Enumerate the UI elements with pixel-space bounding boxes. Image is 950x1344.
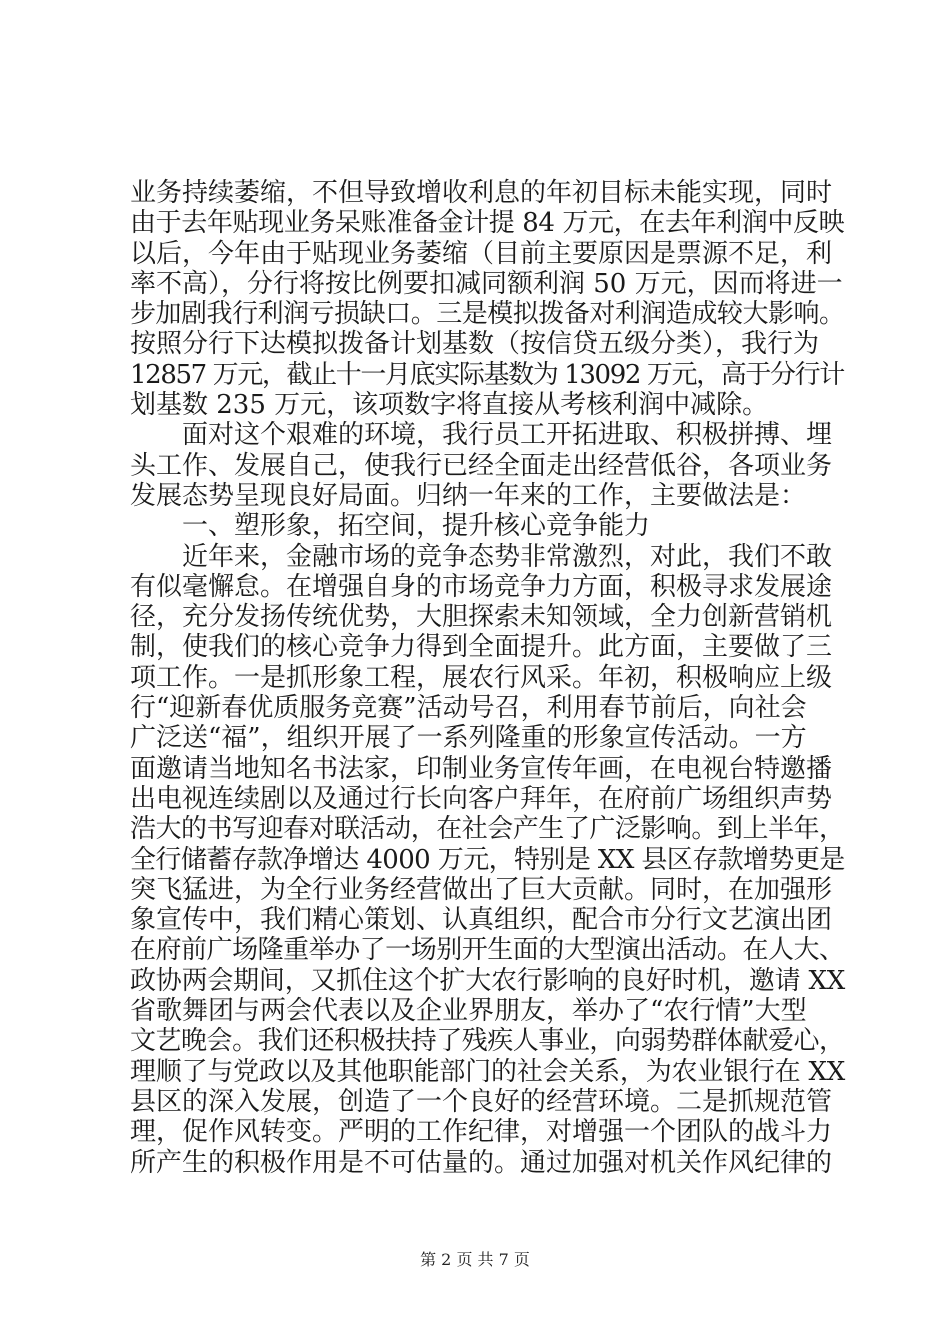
text-line: 省歌舞团与两会代表以及企业界朋友，举办了“农行情”大型	[130, 996, 807, 1027]
text-line: 有似毫懈怠。在增强自身的市场竞争力方面，积极寻求发展途	[130, 571, 833, 602]
text-line: 近年来，金融市场的竞争态势非常激烈，对此，我们不敢	[130, 541, 833, 572]
text-line: 头工作、发展自己，使我行已经全面走出经营低谷，各项业务	[130, 450, 833, 481]
text-line: 浩大的书写迎春对联活动，在社会产生了广泛影响。到上半年，	[130, 814, 845, 845]
text-line: 按照分行下达模拟拨备计划基数（按信贷五级分类），我行为	[130, 329, 820, 360]
text-line: 一、塑形象，拓空间，提升核心竞争能力	[130, 511, 651, 542]
text-line: 项工作。一是抓形象工程，展农行风采。年初，积极响应上级	[130, 662, 833, 693]
text-line: 行“迎新春优质服务竞赛”活动号召，利用春节前后，向社会	[130, 693, 807, 724]
text-line: 理顺了与党政以及其他职能部门的社会关系，为农业银行在 XX	[130, 1056, 846, 1087]
text-line: 12857 万元，截止十一月底实际基数为 13092 万元，高于分行计	[130, 359, 844, 390]
text-line: 率不高），分行将按比例要扣减同额利润 50 万元，因而将进一	[130, 268, 843, 299]
text-line: 所产生的积极作用是不可估量的。通过加强对机关作风纪律的	[130, 1147, 833, 1178]
text-line: 象宣传中，我们精心策划、认真组织，配合市分行文艺演出团	[130, 905, 833, 936]
text-line: 文艺晚会。我们还积极扶持了残疾人事业，向弱势群体献爱心，	[130, 1026, 845, 1057]
text-line: 业务持续萎缩，不但导致增收利息的年初目标未能实现，同时	[130, 178, 833, 208]
text-line: 以后，今年由于贴现业务萎缩（目前主要原因是票源不足，利	[130, 238, 833, 269]
text-line: 制，使我们的核心竞争力得到全面提升。此方面，主要做了三	[130, 632, 833, 663]
text-line: 面邀请当地知名书法家，印制业务宣传年画，在电视台特邀播	[130, 753, 833, 784]
text-line: 县区的深入发展，创造了一个良好的经营环境。二是抓规范管	[130, 1086, 833, 1117]
text-line: 发展态势呈现良好局面。归纳一年来的工作，主要做法是：	[130, 480, 807, 511]
text-line: 步加剧我行利润亏损缺口。三是模拟拨备对利润造成较大影响。	[130, 299, 845, 330]
text-line: 突飞猛进，为全行业务经营做出了巨大贡献。同时，在加强形	[130, 874, 833, 905]
text-line: 径，充分发扬传统优势，大胆探索未知领域，全力创新营销机	[130, 602, 833, 633]
text-line: 广泛送“福”，组织开展了一系列隆重的形象宣传活动。一方	[130, 723, 807, 754]
text-line: 划基数 235 万元，该项数字将直接从考核利润中减除。	[130, 390, 769, 421]
text-line: 出电视连续剧以及通过行长向客户拜年，在府前广场组织声势	[130, 783, 833, 814]
text-line: 政协两会期间，又抓住这个扩大农行影响的良好时机，邀请 XX	[130, 965, 846, 996]
text-line: 理，促作风转变。严明的工作纪律，对增强一个团队的战斗力	[130, 1117, 833, 1148]
text-line: 在府前广场隆重举办了一场别开生面的大型演出活动。在人大、	[130, 935, 845, 966]
page-footer: 第 2 页 共 7 页	[420, 1250, 530, 1269]
document-body	[130, 178, 845, 1178]
text-line: 由于去年贴现业务呆账准备金计提 84 万元，在去年利润中反映	[130, 208, 845, 239]
text-line: 面对这个艰难的环境，我行员工开拓进取、积极拼搏、埋	[130, 420, 833, 451]
text-line: 全行储蓄存款净增达 4000 万元，特别是 XX 县区存款增势更是	[130, 844, 845, 875]
